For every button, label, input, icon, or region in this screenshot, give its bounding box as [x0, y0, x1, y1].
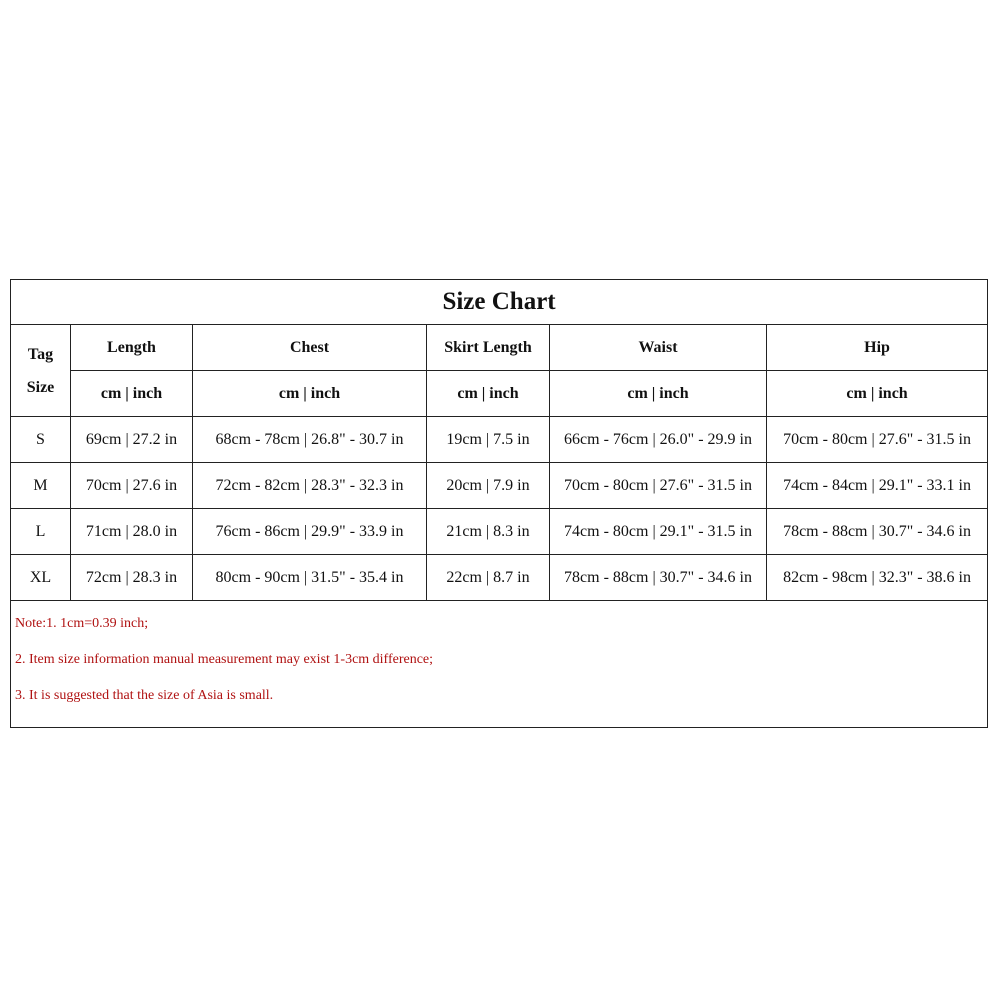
size-chart-table [10, 279, 988, 728]
length-cell: 72cm | 28.3 in [71, 555, 193, 601]
size-cell: XL [11, 555, 71, 601]
waist-cell: 70cm - 80cm | 27.6" - 31.5 in [550, 463, 767, 509]
skirt-length-cell: 22cm | 8.7 in [427, 555, 550, 601]
table-row-xl [11, 555, 988, 601]
waist-cell: 74cm - 80cm | 29.1" - 31.5 in [550, 509, 767, 555]
table-row-s [11, 417, 988, 463]
header-row [11, 325, 988, 371]
column-header-skirt-length: Skirt Length [427, 325, 550, 371]
column-header-hip: Hip [767, 325, 988, 371]
unit-chest: cm | inch [193, 371, 427, 417]
table-row-l [11, 509, 988, 555]
notes-section [11, 601, 988, 728]
hip-cell: 82cm - 98cm | 32.3" - 38.6 in [767, 555, 988, 601]
size-cell: L [11, 509, 71, 555]
chest-cell: 76cm - 86cm | 29.9" - 33.9 in [193, 509, 427, 555]
chest-cell: 68cm - 78cm | 26.8" - 30.7 in [193, 417, 427, 463]
notes-row [11, 601, 988, 728]
tag-size-header [11, 325, 71, 417]
column-header-waist: Waist [550, 325, 767, 371]
table-row-m [11, 463, 988, 509]
length-cell: 71cm | 28.0 in [71, 509, 193, 555]
size-label: Size [26, 378, 55, 396]
column-header-chest: Chest [193, 325, 427, 371]
chart-title: Size Chart [11, 280, 988, 325]
size-cell: S [11, 417, 71, 463]
size-cell: M [11, 463, 71, 509]
waist-cell: 78cm - 88cm | 30.7" - 34.6 in [550, 555, 767, 601]
tag-label: Tag [27, 345, 54, 363]
skirt-length-cell: 20cm | 7.9 in [427, 463, 550, 509]
skirt-length-cell: 21cm | 8.3 in [427, 509, 550, 555]
column-header-length: Length [71, 325, 193, 371]
length-cell: 69cm | 27.2 in [71, 417, 193, 463]
note-1: Note:1. 1cm=0.39 inch; [15, 616, 149, 631]
hip-cell: 70cm - 80cm | 27.6" - 31.5 in [767, 417, 988, 463]
note-2: 2. Item size information manual measurement may exist 1-3cm difference; [15, 652, 434, 667]
title-row [11, 280, 988, 325]
unit-skirt-length: cm | inch [427, 371, 550, 417]
waist-cell: 66cm - 76cm | 26.0" - 29.9 in [550, 417, 767, 463]
chest-cell: 72cm - 82cm | 28.3" - 32.3 in [193, 463, 427, 509]
hip-cell: 74cm - 84cm | 29.1" - 33.1 in [767, 463, 988, 509]
chest-cell: 80cm - 90cm | 31.5" - 35.4 in [193, 555, 427, 601]
unit-waist: cm | inch [550, 371, 767, 417]
unit-hip: cm | inch [767, 371, 988, 417]
unit-length: cm | inch [71, 371, 193, 417]
length-cell: 70cm | 27.6 in [71, 463, 193, 509]
unit-row [11, 371, 988, 417]
note-3: 3. It is suggested that the size of Asia is small. [15, 688, 274, 703]
hip-cell: 78cm - 88cm | 30.7" - 34.6 in [767, 509, 988, 555]
skirt-length-cell: 19cm | 7.5 in [427, 417, 550, 463]
